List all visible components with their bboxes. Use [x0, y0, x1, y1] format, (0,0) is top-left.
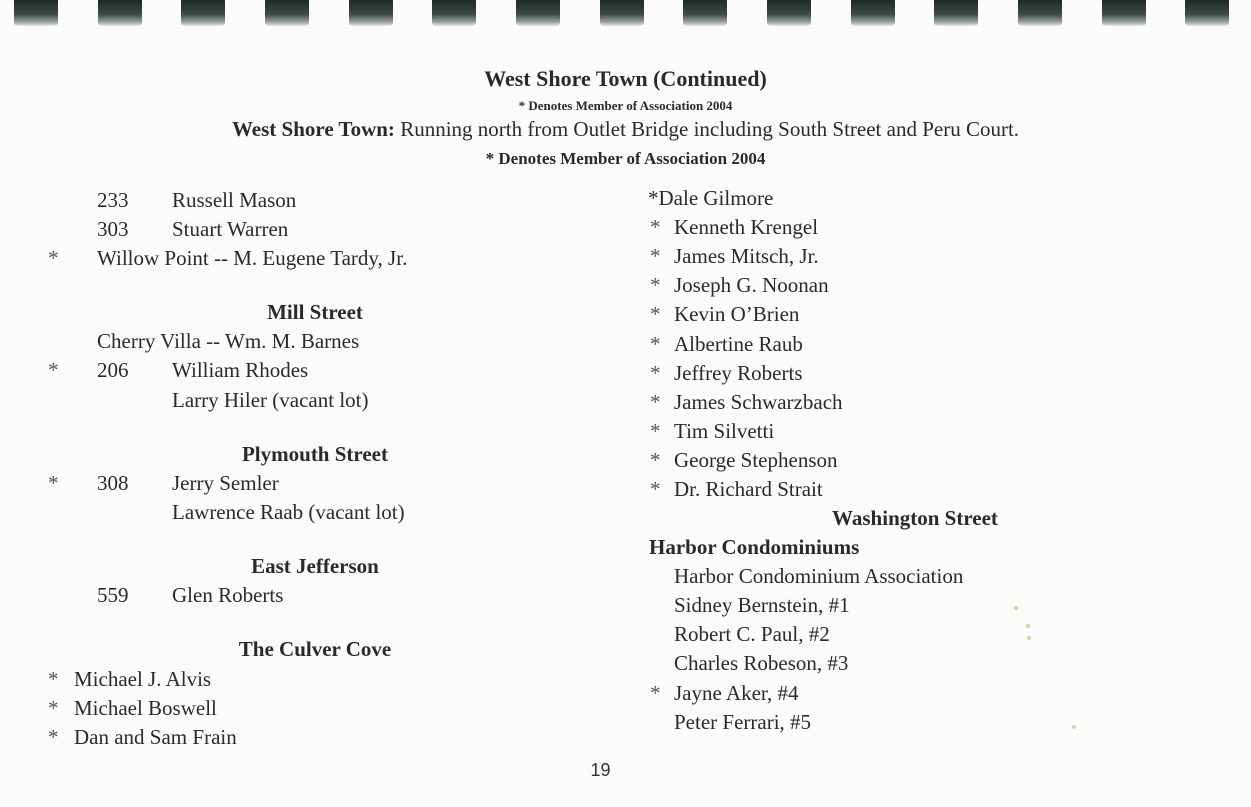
member-asterisk: * — [650, 361, 661, 385]
paper-speck — [1072, 725, 1076, 729]
resident-name: Sidney Bernstein, #1 — [674, 593, 850, 617]
resident-name: Kevin O’Brien — [674, 302, 800, 326]
resident-name: *Dale Gilmore — [648, 186, 774, 210]
binding-ring — [181, 0, 225, 26]
paper-speck — [1026, 624, 1030, 628]
binding-ring — [1102, 0, 1146, 26]
resident-name: Dan and Sam Frain — [74, 725, 237, 749]
resident-name: Willow Point -- M. Eugene Tardy, Jr. — [97, 246, 408, 270]
resident-name: James Schwarzbach — [674, 390, 843, 414]
resident-name: Joseph G. Noonan — [674, 273, 829, 297]
binding-ring — [1018, 0, 1062, 26]
member-asterisk: * — [650, 419, 661, 443]
house-number: 308 — [97, 471, 129, 495]
resident-name: Jayne Aker, #4 — [674, 681, 799, 705]
binding-ring — [1185, 0, 1229, 26]
resident-name: Robert C. Paul, #2 — [674, 622, 830, 646]
resident-name: Glen Roberts — [172, 583, 284, 607]
area-description-text: Running north from Outlet Bridge including South Street and Peru Court. — [394, 117, 1020, 141]
resident-name: Russell Mason — [172, 188, 297, 212]
section-heading-culver-cove: The Culver Cove — [238, 637, 392, 661]
area-description-label: West Shore Town: — [231, 117, 395, 141]
resident-name: Lawrence Raab (vacant lot) — [172, 500, 405, 524]
binding-ring — [934, 0, 978, 26]
paper-speck — [1014, 606, 1018, 610]
paper-speck — [1027, 636, 1031, 640]
resident-name: Harbor Condominium Association — [674, 564, 964, 588]
member-asterisk: * — [48, 358, 59, 382]
membership-note-top: * Denotes Member of Association 2004 — [518, 98, 733, 113]
member-asterisk: * — [48, 471, 59, 495]
membership-note-bottom: * Denotes Member of Association 2004 — [485, 149, 766, 168]
section-heading-plymouth-street: Plymouth Street — [241, 442, 388, 466]
member-asterisk: * — [48, 696, 59, 720]
binding-ring — [600, 0, 644, 26]
resident-name: James Mitsch, Jr. — [674, 244, 819, 268]
resident-name: Tim Silvetti — [674, 419, 775, 443]
binding-ring — [349, 0, 393, 26]
member-asterisk: * — [650, 681, 661, 705]
member-asterisk: * — [650, 332, 661, 356]
subsection-heading-harbor-condominiums: Harbor Condominiums — [649, 535, 860, 559]
binding-ring — [265, 0, 309, 26]
resident-name: Stuart Warren — [172, 217, 289, 241]
binding-ring — [14, 0, 58, 26]
member-asterisk: * — [48, 725, 59, 749]
member-asterisk: * — [48, 246, 59, 270]
resident-name: William Rhodes — [172, 358, 309, 382]
member-asterisk: * — [650, 215, 661, 239]
section-heading-washington-street: Washington Street — [832, 506, 998, 530]
member-asterisk: * — [650, 448, 661, 472]
resident-name: Larry Hiler (vacant lot) — [172, 388, 369, 412]
house-number: 559 — [97, 583, 129, 607]
binding-ring — [683, 0, 727, 26]
binding-ring — [851, 0, 895, 26]
spiral-binding — [0, 0, 1251, 30]
binding-ring — [516, 0, 560, 26]
binding-ring — [98, 0, 142, 26]
section-heading-mill-street: Mill Street — [267, 300, 363, 324]
member-asterisk: * — [650, 477, 661, 501]
resident-name: Jerry Semler — [172, 471, 279, 495]
member-asterisk: * — [48, 667, 59, 691]
resident-name: Jeffrey Roberts — [674, 361, 803, 385]
member-asterisk: * — [650, 244, 661, 268]
resident-name: Charles Robeson, #3 — [674, 651, 849, 675]
page-title: West Shore Town (Continued) — [484, 66, 767, 91]
binding-ring — [767, 0, 811, 26]
house-number: 233 — [97, 188, 129, 212]
binding-ring — [432, 0, 476, 26]
member-asterisk: * — [650, 390, 661, 414]
page-number: 19 — [590, 760, 611, 780]
house-number: 206 — [97, 358, 129, 382]
resident-name: Cherry Villa -- Wm. M. Barnes — [97, 329, 360, 353]
resident-name: Michael J. Alvis — [74, 667, 212, 691]
member-asterisk: * — [650, 302, 661, 326]
section-heading-east-jefferson: East Jefferson — [251, 554, 379, 578]
area-description — [0, 117, 1251, 142]
member-asterisk: * — [650, 273, 661, 297]
house-number: 303 — [97, 217, 129, 241]
resident-name: Kenneth Krengel — [674, 215, 819, 239]
resident-name: Peter Ferrari, #5 — [674, 710, 812, 734]
resident-name: George Stephenson — [674, 448, 838, 472]
resident-name: Dr. Richard Strait — [674, 477, 823, 501]
resident-name: Albertine Raub — [674, 332, 803, 356]
resident-name: Michael Boswell — [74, 696, 217, 720]
